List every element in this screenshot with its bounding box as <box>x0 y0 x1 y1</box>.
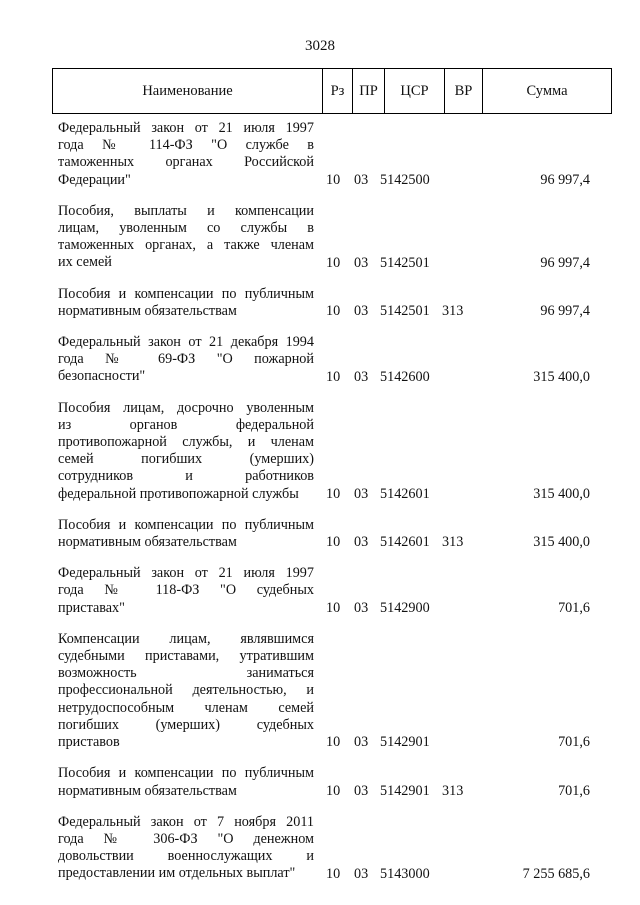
row-csr: 5142901 <box>380 782 430 799</box>
row-name-line: сотрудников и работников <box>58 468 314 485</box>
row-name-line: лицам, уволенным со службы в <box>58 220 314 237</box>
row-csr: 5142901 <box>380 734 430 751</box>
row-rz: 10 <box>326 485 341 502</box>
row-name <box>58 334 314 386</box>
row-name <box>58 286 314 320</box>
row-sum: 701,6 <box>558 599 590 616</box>
row-name-line: приставах" <box>58 599 125 616</box>
table-header <box>52 68 612 114</box>
row-name <box>58 120 314 189</box>
row-name-line: Пособия и компенсации по публичным <box>58 516 314 533</box>
row-csr: 5142501 <box>380 254 430 271</box>
column-header-rz: Рз <box>323 69 353 113</box>
row-rz: 10 <box>326 782 341 799</box>
row-name-line: приставов <box>58 734 120 751</box>
row-name-line: Федеральный закон от 21 декабря 1994 <box>58 334 314 351</box>
row-name-line: профессиональной деятельностью, и <box>58 682 314 699</box>
row-name <box>58 400 314 503</box>
row-name-line: Пособия лицам, досрочно уволенным <box>58 399 314 416</box>
row-name-line: нормативным обязательствам <box>58 782 237 799</box>
table-row <box>58 631 592 751</box>
row-pr: 03 <box>354 782 369 799</box>
row-name-line: нормативным обязательствам <box>58 534 237 551</box>
row-name-line: судебными приставами, утратившим <box>58 648 314 665</box>
row-rz: 10 <box>326 534 341 551</box>
row-name-line: Федерации" <box>58 171 131 188</box>
row-pr: 03 <box>354 734 369 751</box>
row-csr: 5142500 <box>380 171 430 188</box>
table-row <box>58 203 592 272</box>
row-rz: 10 <box>326 303 341 320</box>
row-name <box>58 565 314 617</box>
row-name <box>58 517 314 551</box>
row-name-line: предоставлении им отдельных выплат" <box>58 865 296 882</box>
row-pr: 03 <box>354 865 369 882</box>
row-pr: 03 <box>354 303 369 320</box>
row-name-line: таможенных органах, а также членам <box>58 237 314 254</box>
row-sum: 315 400,0 <box>533 534 590 551</box>
row-name <box>58 631 314 751</box>
row-sum: 701,6 <box>558 782 590 799</box>
row-sum: 315 400,0 <box>533 368 590 385</box>
row-rz: 10 <box>326 254 341 271</box>
row-pr: 03 <box>354 254 369 271</box>
row-name-line: нормативным обязательствам <box>58 302 237 319</box>
row-sum: 701,6 <box>558 734 590 751</box>
row-name-line: безопасности" <box>58 368 146 385</box>
row-name-line: нетрудоспособным членам семей <box>58 699 314 716</box>
row-sum: 96 997,4 <box>540 171 590 188</box>
row-pr: 03 <box>354 534 369 551</box>
row-name-line: Федеральный закон от 21 июля 1997 <box>58 565 314 582</box>
row-name-line: федеральной противопожарной службы <box>58 485 299 502</box>
row-csr: 5142900 <box>380 599 430 616</box>
row-rz: 10 <box>326 865 341 882</box>
row-name-line: года № 114-ФЗ "О службе в <box>58 137 314 154</box>
table-row <box>58 814 592 883</box>
row-name-line: года № 118-ФЗ "О судебных <box>58 582 314 599</box>
row-csr: 5142601 <box>380 534 430 551</box>
row-rz: 10 <box>326 171 341 188</box>
table-row <box>58 286 592 320</box>
row-name-line: их семей <box>58 254 112 271</box>
row-name-line: Пособия, выплаты и компенсации <box>58 202 314 219</box>
row-name <box>58 203 314 272</box>
row-name-line: года № 69-ФЗ "О пожарной <box>58 351 314 368</box>
row-vr: 313 <box>442 782 464 799</box>
column-header-vr: ВР <box>445 69 483 113</box>
row-name-line: Пособия и компенсации по публичным <box>58 765 314 782</box>
row-sum: 315 400,0 <box>533 485 590 502</box>
table-row <box>58 765 592 799</box>
column-header-sum: Сумма <box>526 82 568 99</box>
row-pr: 03 <box>354 599 369 616</box>
table-row <box>58 517 592 551</box>
row-name-line: Федеральный закон от 21 июля 1997 <box>58 120 314 136</box>
table-row <box>58 334 592 386</box>
page-number: 3028 <box>305 38 335 54</box>
row-name-line: противопожарной службы, и членам <box>58 434 314 451</box>
row-pr: 03 <box>354 368 369 385</box>
row-csr: 5142600 <box>380 368 430 385</box>
row-rz: 10 <box>326 734 341 751</box>
column-header-pr: ПР <box>353 69 385 113</box>
column-header-name: Наименование <box>53 69 323 113</box>
row-sum: 7 255 685,6 <box>522 865 590 882</box>
row-name-line: Федеральный закон от 7 ноября 2011 <box>58 813 314 830</box>
row-sum: 96 997,4 <box>540 303 590 320</box>
row-csr: 5142501 <box>380 303 430 320</box>
row-name-line: возможность заниматься <box>58 665 314 682</box>
table-row <box>58 565 592 617</box>
row-rz: 10 <box>326 599 341 616</box>
row-name-line: таможенных органах Российской <box>58 154 314 171</box>
row-csr: 5142601 <box>380 485 430 502</box>
row-name-line: довольствии военнослужащих и <box>58 848 314 865</box>
table-row <box>58 120 592 189</box>
row-name-line: из органов федеральной <box>58 416 314 433</box>
row-sum: 96 997,4 <box>540 254 590 271</box>
row-name <box>58 814 314 883</box>
row-rz: 10 <box>326 368 341 385</box>
row-name-line: погибших (умерших) судебных <box>58 716 314 733</box>
row-name-line: года № 306-ФЗ "О денежном <box>58 830 314 847</box>
row-vr: 313 <box>442 303 464 320</box>
row-name-line: Пособия и компенсации по публичным <box>58 285 314 302</box>
row-pr: 03 <box>354 485 369 502</box>
row-name <box>58 765 314 799</box>
table-row <box>58 400 592 503</box>
row-vr: 313 <box>442 534 464 551</box>
row-name-line: семей погибших (умерших) <box>58 451 314 468</box>
table-body <box>58 120 592 897</box>
column-header-csr: ЦСР <box>385 69 445 113</box>
row-pr: 03 <box>354 171 369 188</box>
row-name-line: Компенсации лицам, являвшимся <box>58 630 314 647</box>
row-csr: 5143000 <box>380 865 430 882</box>
